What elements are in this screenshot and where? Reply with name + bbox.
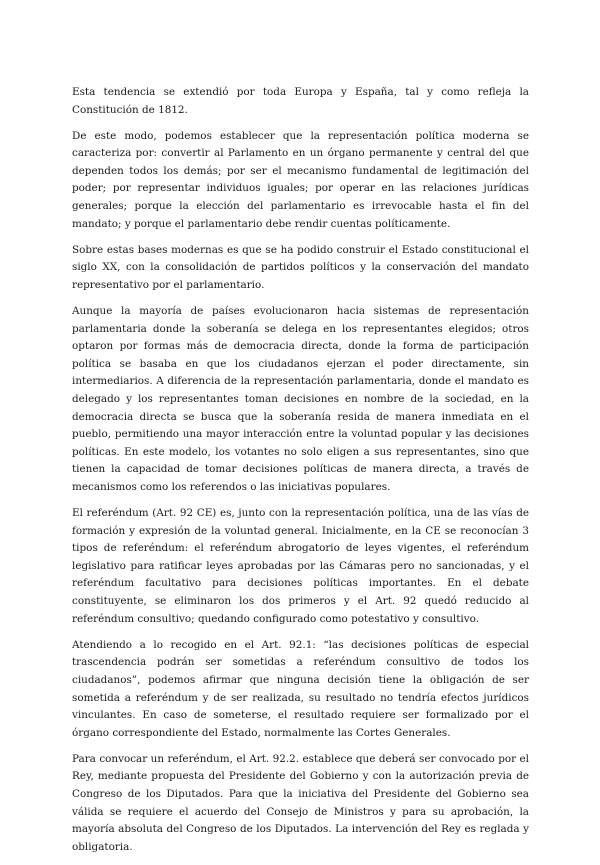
- paragraph-constitucion-1812: Esta tendencia se extendió por toda Europa y España, tal y como refleja la Constitución de 1812.: [72, 86, 529, 116]
- paragraph-art-92-1: Atendiendo a lo recogido en el Art. 92.1: “las decisiones políticas de especial trascendencia podrán ser sometidas a referéndum consultivo de todos los ciudadanos”, podemos afirmar que ninguna decisión tiene la obligación de ser sometida a referéndum y de ser realizada, su resultado no tendría efectos jurídicos vinculantes. En caso de someterse, el resultado requiere ser formalizado por el órgano correspondiente del Estado, normalmente las Cortes Generales.: [72, 638, 529, 739]
- paragraph-art-92-2: Para convocar un referéndum, el Art. 92.2. establece que deberá ser convocado por el Rey, mediante propuesta del Presidente del Gobierno y con la autorización previa de Congreso de los Diputados. Para que la iniciativa del Presidente del Gobierno sea válida se requiere el acuerdo del Consejo de Ministros y para su aprobación, la mayoría absoluta del Congreso de los Diputados. La intervención del Rey es reglada y obligatoria.: [72, 752, 529, 853]
- paragraph-estado-constitucional: Sobre estas bases modernas es que se ha podido construir el Estado constitucional el siglo XX, con la consolidación de partidos políticos y la conservación del mandato representativo por el parlamentario.: [72, 243, 529, 291]
- document-page: [72, 84, 529, 865]
- paragraph-democracia-directa: Aunque la mayoría de países evolucionaron hacia sistemas de representación parlamentaria donde la soberanía se delega en los representantes elegidos; otros optaron por formas más de democracia directa, donde la forma de participación política se basaba en que los ciudadanos ejerzan el poder directamente, sin intermediarios. A diferencia de la representación parlamentaria, donde el mandato es delegado y los representantes toman decisiones en nombre de la sociedad, en la democracia directa se busca que la soberanía resida de manera inmediata en el pueblo, permitiendo una mayor interacción entre la voluntad popular y las decisiones políticas. En este modelo, los votantes no solo eligen a sus representantes, sino que tienen la capacidad de tomar decisiones políticas de manera directa, a través de mecanismos como los referendos o las iniciativas populares.: [72, 305, 529, 493]
- paragraph-referendum-art-92: El referéndum (Art. 92 CE) es, junto con la representación política, una de las vías de formación y expresión de la voluntad general. Inicialmente, en la CE se reconocían 3 tipos de referéndum: el referéndum abrogatorio de leyes vigentes, el referéndum legislativo para ratificar leyes aprobadas por las Cámaras pero no sancionadas, y el referéndum facultativo para decisiones políticas importantes. En el debate constituyente, se eliminaron los dos primeros y el Art. 92 quedó reducido al referéndum consultivo; quedando configurado como potestativo y consultivo.: [72, 507, 529, 625]
- paragraph-representacion-moderna: De este modo, podemos establecer que la representación política moderna se caracteriza por: convertir al Parlamento en un órgano permanente y central del que dependen todos los demás; por ser el mecanismo fundamental de legitimación del poder; por representar individuos iguales; por operar en las relaciones jurídicas generales; porque la elección del parlamentario es irrevocable hasta el fin del mandato; y porque el parlamentario debe rendir cuentas políticamente.: [72, 129, 529, 230]
